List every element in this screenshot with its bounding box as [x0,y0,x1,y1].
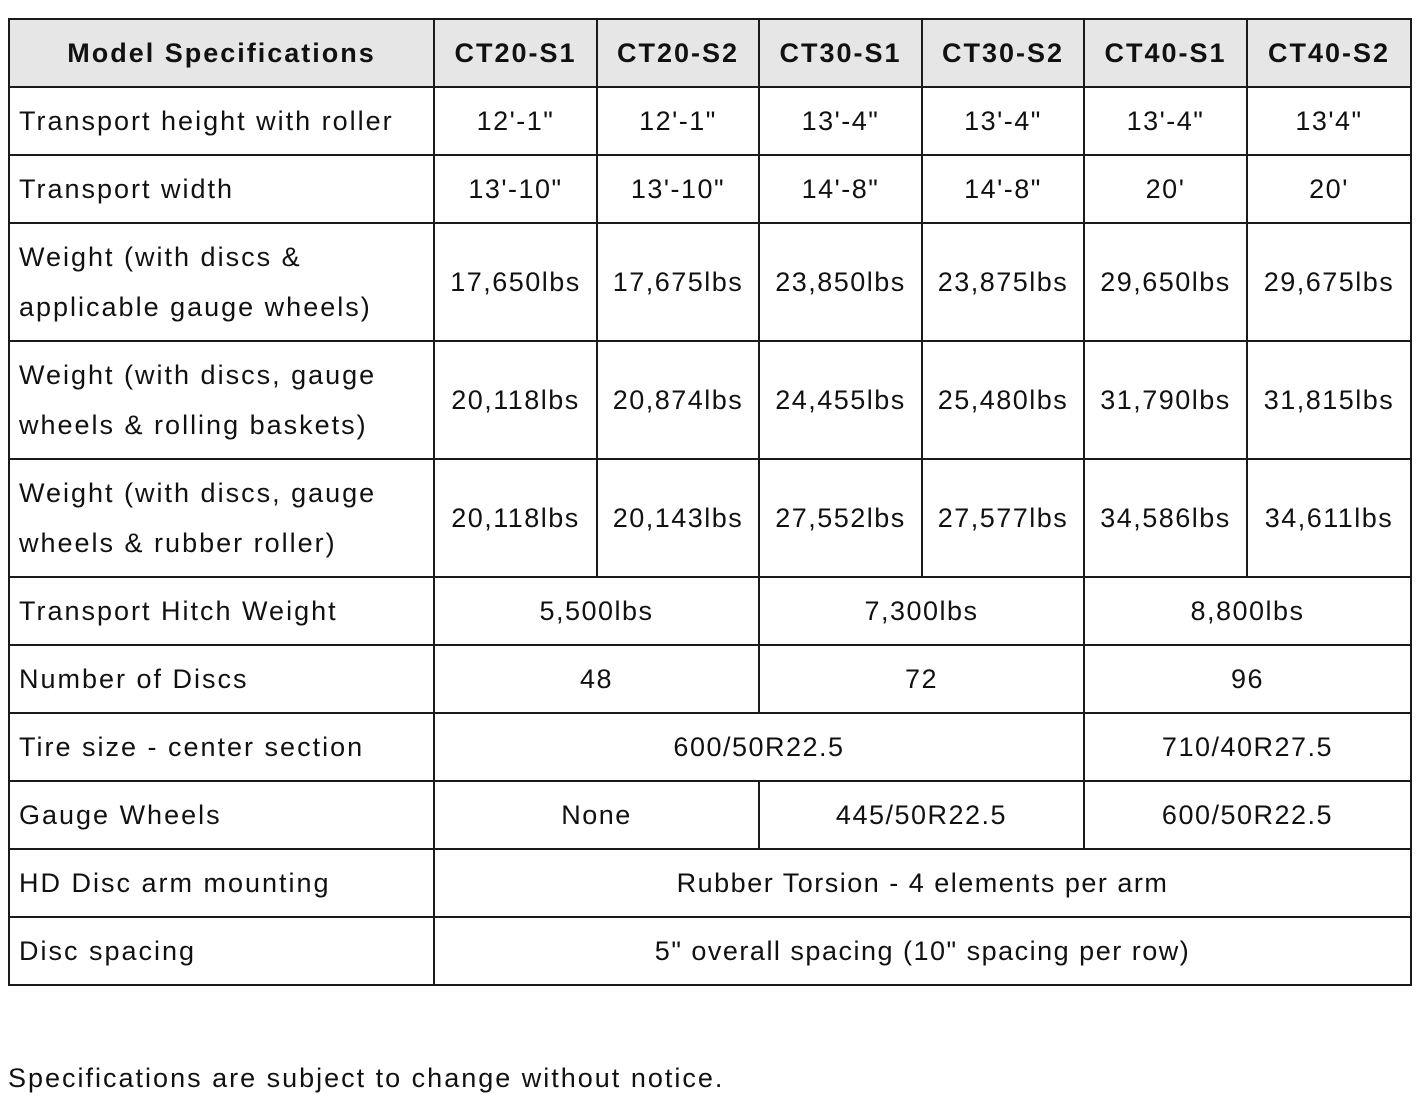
table-row [9,155,1411,223]
table-row [9,87,1411,155]
row-label: Weight (with discs, gauge wheels & rubber roller) [9,459,434,577]
table-cell: 12'-1" [434,87,597,155]
table-cell: 600/50R22.5 [434,713,1084,781]
table-cell: 13'-10" [597,155,759,223]
table-cell: 29,650lbs [1084,223,1247,341]
table-cell: 12'-1" [597,87,759,155]
table-cell: 25,480lbs [922,341,1084,459]
table-cell: 20' [1084,155,1247,223]
table-cell: 24,455lbs [759,341,922,459]
model-specifications-table [8,18,1412,986]
table-cell: 5" overall spacing (10" spacing per row) [434,917,1411,985]
table-cell: 27,552lbs [759,459,922,577]
table-cell: Rubber Torsion - 4 elements per arm [434,849,1411,917]
table-cell: 13'-4" [922,87,1084,155]
table-cell: 14'-8" [759,155,922,223]
table-row [9,341,1411,459]
table-cell: 34,586lbs [1084,459,1247,577]
table-cell: 34,611lbs [1247,459,1411,577]
disclaimer-note: Specifications are subject to change without notice. [8,1063,725,1093]
header-model: CT30-S2 [922,19,1084,87]
table-cell: 17,650lbs [434,223,597,341]
table-cell: 20,874lbs [597,341,759,459]
table-row [9,577,1411,645]
row-label: Gauge Wheels [9,781,434,849]
table-row [9,713,1411,781]
table-cell: 20,143lbs [597,459,759,577]
table-cell: 27,577lbs [922,459,1084,577]
table-cell: 7,300lbs [759,577,1084,645]
row-label: Disc spacing [9,917,434,985]
table-cell: 13'-10" [434,155,597,223]
header-model: CT20-S2 [597,19,759,87]
table-cell: 20,118lbs [434,459,597,577]
table-cell: 8,800lbs [1084,577,1411,645]
table-row [9,223,1411,341]
table-cell: 17,675lbs [597,223,759,341]
table-cell: 29,675lbs [1247,223,1411,341]
header-model: CT30-S1 [759,19,922,87]
row-label: HD Disc arm mounting [9,849,434,917]
table-cell: 23,875lbs [922,223,1084,341]
header-label: Model Specifications [9,19,434,87]
table-cell: 13'-4" [1084,87,1247,155]
table-cell: 5,500lbs [434,577,759,645]
table-cell: 31,815lbs [1247,341,1411,459]
table-cell: 710/40R27.5 [1084,713,1411,781]
table-cell: 445/50R22.5 [759,781,1084,849]
row-label: Transport width [9,155,434,223]
row-label: Transport Hitch Weight [9,577,434,645]
row-label: Weight (with discs & applicable gauge wheels) [9,223,434,341]
table-cell: 31,790lbs [1084,341,1247,459]
header-model: CT20-S1 [434,19,597,87]
table-row [9,781,1411,849]
table-row [9,917,1411,985]
table-cell: 96 [1084,645,1411,713]
row-label: Tire size - center section [9,713,434,781]
table-cell: 13'4" [1247,87,1411,155]
row-label: Transport height with roller [9,87,434,155]
table-row [9,459,1411,577]
header-model: CT40-S2 [1247,19,1411,87]
table-cell: 20,118lbs [434,341,597,459]
table-header-row [9,19,1411,87]
row-label: Weight (with discs, gauge wheels & rolling baskets) [9,341,434,459]
table-cell: 13'-4" [759,87,922,155]
table-row [9,849,1411,917]
table-row [9,645,1411,713]
table-cell: 72 [759,645,1084,713]
table-cell: 14'-8" [922,155,1084,223]
table-cell: None [434,781,759,849]
table-cell: 23,850lbs [759,223,922,341]
row-label: Number of Discs [9,645,434,713]
table-cell: 600/50R22.5 [1084,781,1411,849]
header-model: CT40-S1 [1084,19,1247,87]
table-cell: 48 [434,645,759,713]
table-cell: 20' [1247,155,1411,223]
